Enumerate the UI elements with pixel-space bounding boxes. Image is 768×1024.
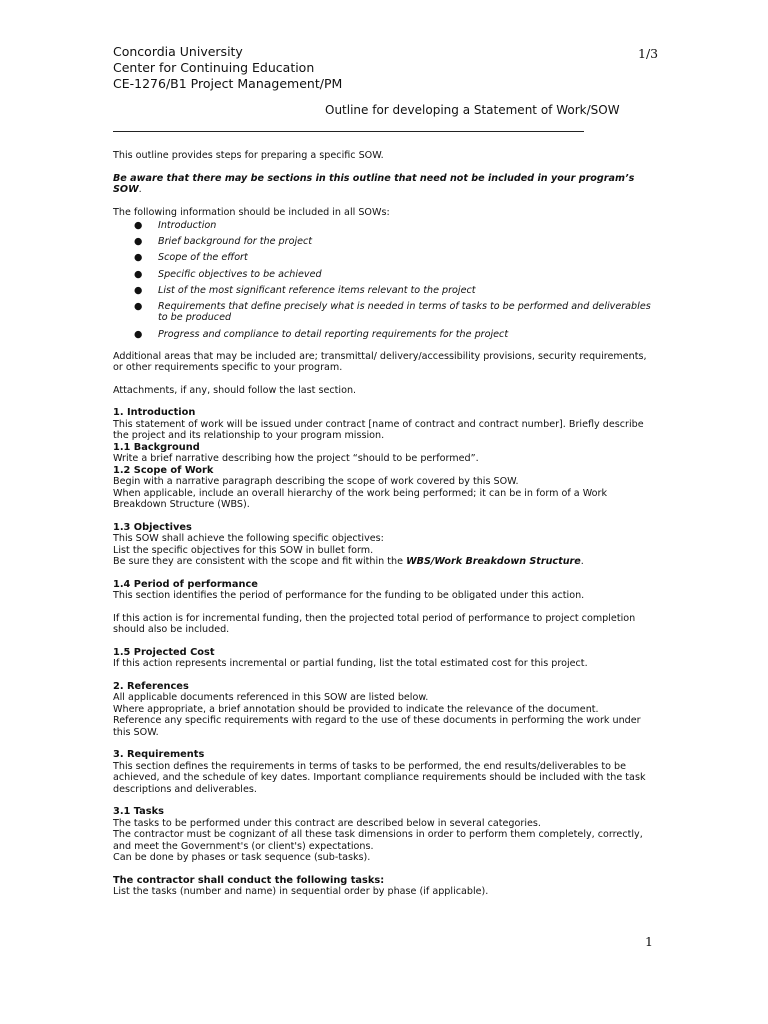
section-heading: 1.5 Projected Cost	[113, 646, 215, 658]
section-heading: 2. References	[113, 680, 189, 692]
section-text: The tasks to be performed under this contract are described below in several categories.	[113, 817, 541, 829]
section-text: This statement of work will be issued under contract [name of contract and contract number]. Briefly describe the project and its relationship to your program mission.	[113, 418, 644, 442]
list-item: ● Specific objectives to be achieved	[134, 268, 322, 280]
list-item: ● Brief background for the project	[134, 236, 313, 248]
section-heading: 3. Requirements	[113, 749, 205, 761]
section-heading: 1.4 Period of performance	[113, 578, 258, 590]
list-item: ● Progress and compliance to detail reporting requirements for the project	[134, 328, 509, 340]
section-text: This section defines the requirements in terms of tasks to be performed, the end results/deliverables to be achieved, and the schedule of key dates. Important compliance requirements should be included with the task descriptions and deliverables.	[113, 760, 646, 795]
document-body	[113, 150, 653, 898]
university-name: Concordia University	[113, 44, 243, 59]
list-item: ● List of the most significant reference items relevant to the project	[134, 284, 476, 296]
aware-note: Be aware that there may be sections in this outline that need not be included in your program’s SOW.	[113, 172, 635, 195]
section-text: This SOW shall achieve the following specific objectives:	[113, 533, 384, 545]
section-text: List the specific objectives for this SOW in bullet form.	[113, 544, 374, 556]
section-text: Reference any specific requirements with regard to the use of these documents in performing the work under this SOW.	[113, 715, 641, 738]
section-heading: 1.2 Scope of Work	[113, 464, 214, 476]
section-heading: 1.3 Objectives	[113, 521, 192, 533]
section-text: If this action represents incremental or partial funding, list the total estimated cost for this project.	[113, 658, 588, 670]
section-text: Can be done by phases or task sequence (sub-tasks).	[113, 852, 371, 864]
section-text: If this action is for incremental funding, then the projected total period of performance to project completion should also be included.	[113, 612, 636, 636]
section-text: Where appropriate, a brief annotation should be provided to indicate the relevance of the document.	[113, 703, 599, 715]
section-text: The contractor must be cognizant of all these task dimensions in order to perform them completely, correctly, and meet the Government's (or client's) expectations.	[113, 829, 643, 852]
page-fraction: 1/3	[638, 46, 659, 61]
section-heading: 1. Introduction	[113, 407, 196, 419]
section-text: All applicable documents referenced in this SOW are listed below.	[113, 692, 429, 704]
page-title: Outline for developing a Statement of Work/SOW	[325, 103, 620, 117]
intro-paragraph: This outline provides steps for preparing a specific SOW.	[113, 150, 384, 161]
page-number: 1	[645, 934, 653, 949]
section-text: When applicable, include an overall hierarchy of the work being performed; it can be in form of a Work Breakdown Structure (WBS).	[113, 487, 608, 511]
document-header	[113, 44, 653, 92]
section-text: Write a brief narrative describing how the project “should to be performed”.	[113, 453, 479, 465]
center-name: Center for Continuing Education	[113, 60, 315, 75]
info-list	[113, 220, 653, 340]
section-heading: 3.1 Tasks	[113, 806, 164, 818]
section-text: List the tasks (number and name) in sequential order by phase (if applicable).	[113, 886, 489, 898]
list-item: ● Requirements that define precisely what is needed in terms of tasks to be performed and deliverables to be produced	[134, 300, 651, 324]
following-intro: The following information should be included in all SOWs:	[113, 206, 390, 218]
course-name: CE-1276/B1 Project Management/PM	[113, 76, 343, 91]
attachments-paragraph: Attachments, if any, should follow the last section.	[113, 384, 357, 396]
list-item: ● Scope of the effort	[134, 252, 248, 264]
section-text: This section identifies the period of performance for the funding to be obligated under this action.	[113, 590, 585, 602]
list-item: ● Introduction	[134, 220, 217, 231]
section-text: Be sure they are consistent with the scope and fit within the WBS/Work Breakdown Structure.	[113, 556, 584, 568]
divider	[113, 131, 584, 132]
section-heading: 1.1 Background	[113, 441, 200, 453]
section-text: Begin with a narrative paragraph describing the scope of work covered by this SOW.	[113, 476, 519, 488]
additional-paragraph: Additional areas that may be included are; transmittal/ delivery/accessibility provisions, security requirements, or other requirements specific to your program.	[113, 350, 647, 374]
section-heading: The contractor shall conduct the following tasks:	[113, 874, 385, 886]
